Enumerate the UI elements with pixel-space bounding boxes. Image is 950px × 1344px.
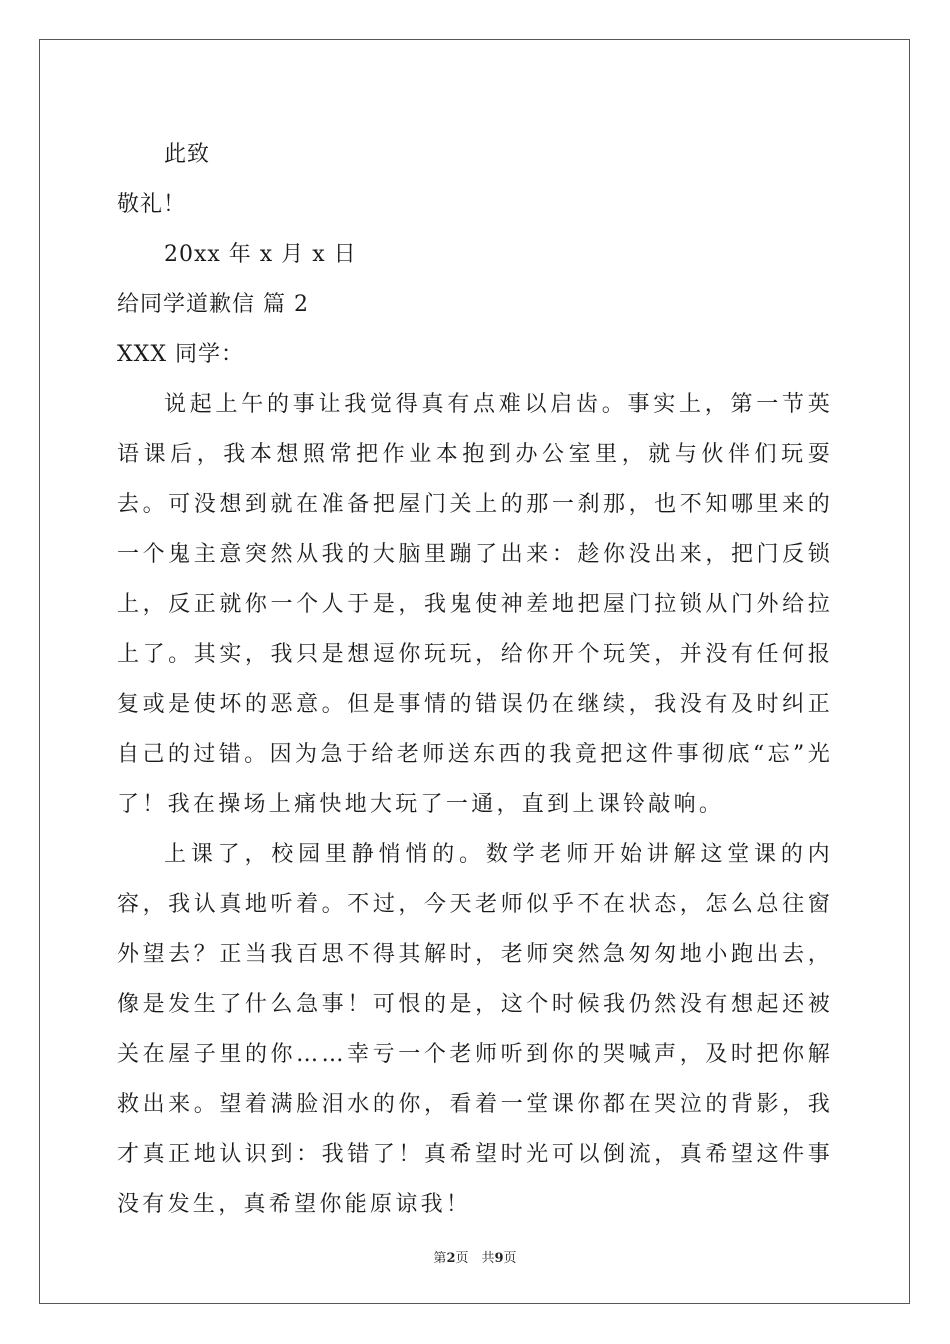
paragraph-2: 上课了，校园里静悄悄的。数学老师开始讲解这堂课的内容，我认真地听着。不过，今天老师似乎不在状态，怎么总往窗外望去？正当我百思不得其解时，老师突然急匆匆地小跑出去，像是发生了什么急事！可恨的是，这个时候我仍然没有想起还被关在屋子里的你……幸亏一个老师听到你的哭喊声，及时把你解救出来。望着满脸泪水的你，看着一堂课你都在哭泣的背影，我才真正地认识到：我错了！真希望时光可以倒流，真希望这件事没有发生，真希望你能原谅我！	[117, 842, 833, 1217]
letter-body	[117, 130, 833, 1230]
letter-date: 20xx 年 x 月 x 日	[164, 242, 357, 267]
addressee: XXX 同学：	[117, 342, 244, 367]
closing-line: 此致	[164, 142, 211, 167]
footer-mid: 页 共	[455, 1251, 495, 1266]
footer-suffix: 页	[503, 1251, 517, 1266]
salutation-end: 敬礼！	[117, 192, 187, 217]
section-title: 给同学道歉信 篇 2	[117, 292, 309, 317]
page-number-footer	[0, 1247, 950, 1266]
footer-current-page: 2	[446, 1251, 456, 1266]
footer-total-pages: 9	[494, 1251, 504, 1266]
paragraph-1: 说起上午的事让我觉得真有点难以启齿。事实上，第一节英语课后，我本想照常把作业本抱到办公室里，就与伙伴们玩耍去。可没想到就在准备把屋门关上的那一刹那，也不知哪里来的一个鬼主意突然从我的大脑里蹦了出来：趁你没出来，把门反锁上，反正就你一个人于是，我鬼使神差地把屋门拉锁从门外给拉上了。其实，我只是想逗你玩玩，给你开个玩笑，并没有任何报复或是使坏的恶意。但是事情的错误仍在继续，我没有及时纠正自己的过错。因为急于给老师送东西的我竟把这件事彻底“忘”光了！我在操场上痛快地大玩了一通，直到上课铃敲响。	[117, 392, 833, 817]
footer-prefix: 第	[433, 1251, 447, 1266]
